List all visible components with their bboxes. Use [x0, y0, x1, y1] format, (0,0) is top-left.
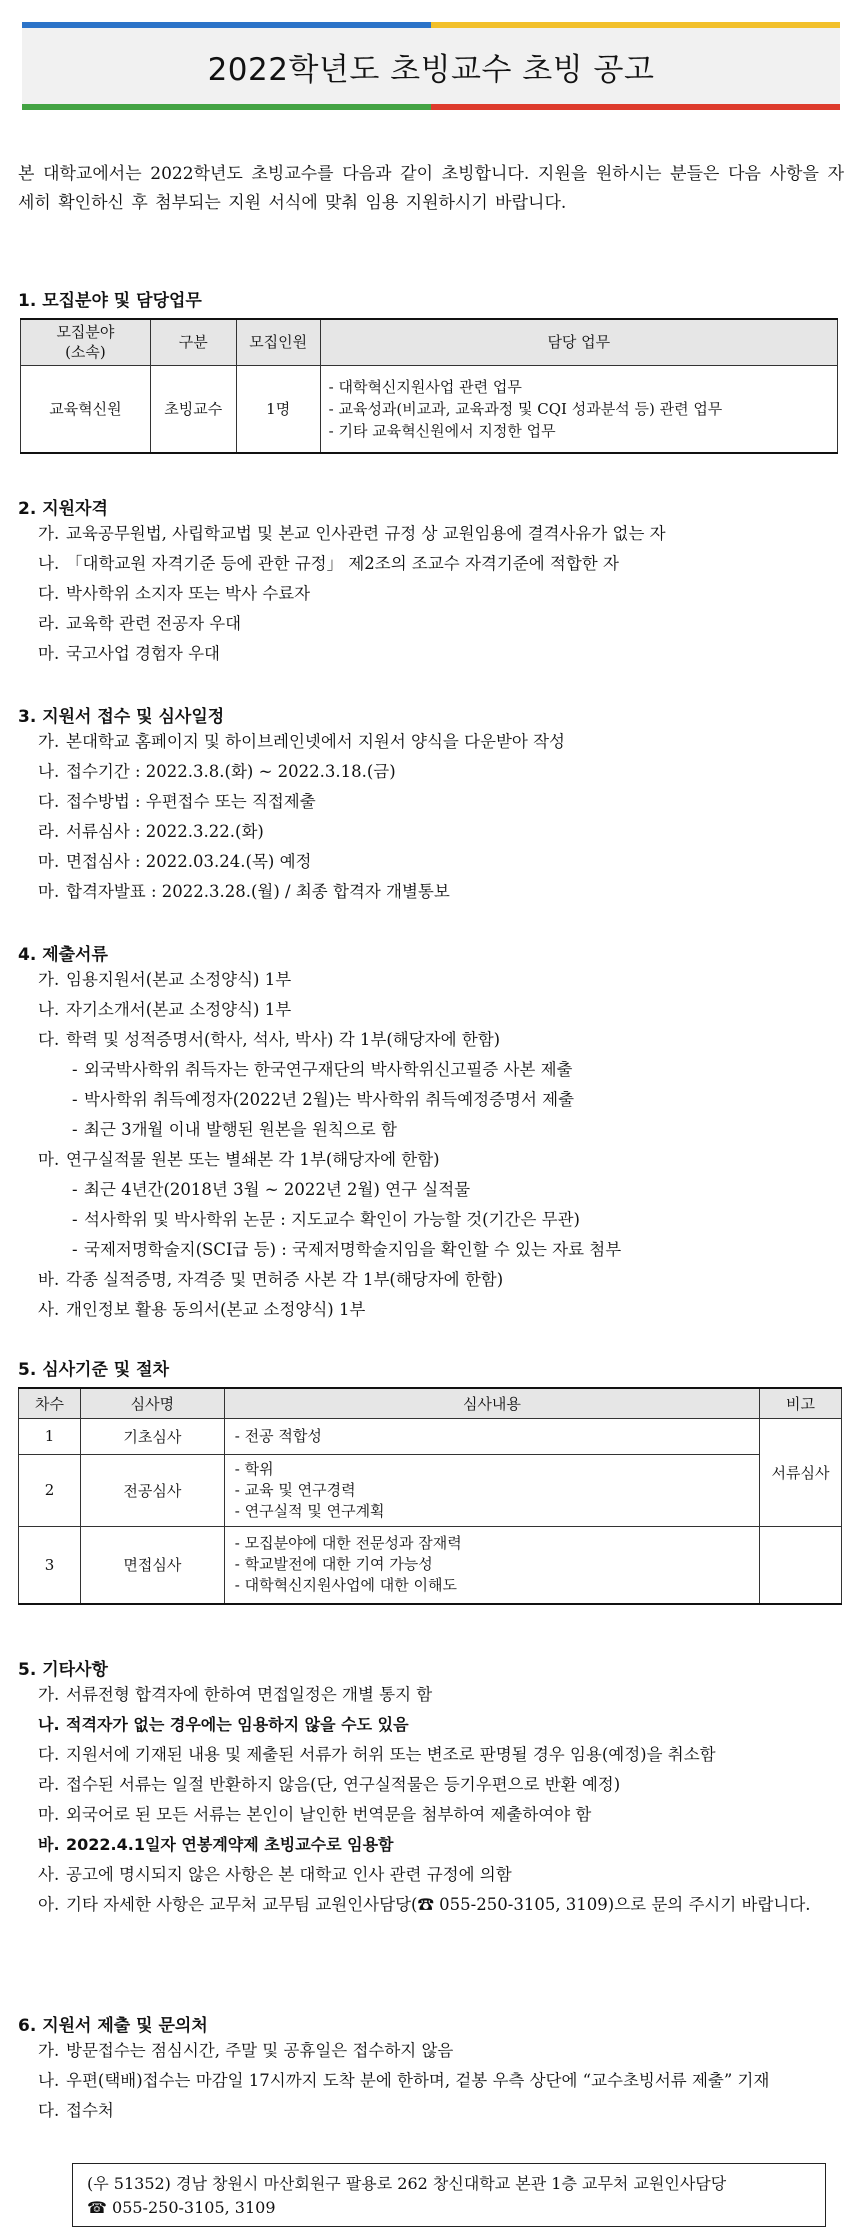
list-item	[38, 2036, 844, 2066]
item-text: 최근 4년간(2018년 3월 ~ 2022년 2월) 연구 실적물	[84, 1180, 471, 1199]
duty-line: - 기타 교육혁신원에서 지정한 업무	[328, 421, 556, 440]
cell-no: 2	[19, 1454, 81, 1526]
table-header-row	[21, 319, 838, 365]
list-item	[38, 877, 844, 907]
item-marker: 마.	[38, 644, 60, 663]
section-6-title: 6. 지원서 제출 및 문의처	[18, 2016, 208, 2036]
content-line: - 학위	[234, 1459, 274, 1478]
cell-name: 전공심사	[80, 1454, 224, 1526]
item-text: 최근 3개월 이내 발행된 원본을 원칙으로 함	[84, 1120, 397, 1139]
item-text: 합격자발표 : 2022.3.28.(월) / 최종 합격자 개별통보	[66, 882, 450, 901]
item-marker: 가.	[38, 524, 60, 543]
item-text: 「대학교원 자격기준 등에 관한 규정」 제2조의 조교수 자격기준에 적합한 자	[66, 554, 619, 573]
bar-green-segment	[22, 104, 431, 110]
list-item	[38, 1025, 844, 1055]
address-box	[72, 2163, 826, 2227]
cell-field: 교육혁신원	[21, 365, 151, 453]
duty-line: - 대학혁신지원사업 관련 업무	[328, 377, 522, 396]
bar-red-segment	[431, 104, 840, 110]
content-line: - 모집분야에 대한 전문성과 잠재력	[234, 1534, 462, 1553]
content-line: - 교육 및 연구경력	[234, 1480, 356, 1499]
list-item	[38, 549, 844, 579]
list-item	[38, 787, 844, 817]
list-subitem	[38, 1115, 844, 1145]
page-title: 2022학년도 초빙교수 초빙 공고	[207, 51, 655, 88]
item-marker: -	[72, 1210, 78, 1229]
cell-name: 기초심사	[80, 1418, 224, 1454]
item-marker: 가.	[38, 732, 60, 751]
qualification-list	[38, 519, 844, 669]
item-marker: -	[72, 1090, 78, 1109]
item-text: 석사학위 및 박사학위 논문 : 지도교수 확인이 가능할 것(기간은 무관)	[84, 1210, 580, 1229]
item-marker: 다.	[38, 792, 60, 811]
header-note: 비고	[760, 1388, 842, 1418]
recruitment-table	[20, 318, 838, 454]
list-item	[38, 1740, 844, 1770]
submission-list	[38, 2036, 844, 2126]
list-item	[38, 1145, 844, 1175]
item-text: 자기소개서(본교 소정양식) 1부	[66, 1000, 292, 1019]
item-text: 적격자가 없는 경우에는 임용하지 않을 수도 있음	[66, 1715, 409, 1734]
item-text: 박사학위 소지자 또는 박사 수료자	[66, 584, 311, 603]
item-text: 공고에 명시되지 않은 사항은 본 대학교 인사 관련 규정에 의함	[66, 1865, 512, 1884]
list-item	[38, 519, 844, 549]
content-line: - 전공 적합성	[234, 1426, 322, 1445]
item-marker: 바.	[38, 1270, 60, 1289]
item-marker: 다.	[38, 584, 60, 603]
item-marker: 바.	[38, 1835, 60, 1854]
item-text: 국제저명학술지(SCI급 등) : 국제저명학술지임을 확인할 수 있는 자료 첨부	[84, 1240, 622, 1259]
item-marker: 다.	[38, 1745, 60, 1764]
list-item	[38, 1295, 844, 1325]
list-item	[38, 995, 844, 1025]
item-marker: 아.	[38, 1895, 60, 1914]
item-text: 접수된 서류는 일절 반환하지 않음(단, 연구실적물은 등기우편으로 반환 예정)	[66, 1775, 621, 1794]
item-text: 서류전형 합격자에 한하여 면접일정은 개별 통지 함	[66, 1685, 433, 1704]
schedule-list	[38, 727, 844, 907]
list-item	[38, 965, 844, 995]
content-line: - 대학혁신지원사업에 대한 이해도	[234, 1576, 457, 1595]
cell-duty	[320, 365, 837, 453]
item-marker: -	[72, 1120, 78, 1139]
header-field: 모집분야 (소속)	[21, 319, 151, 365]
section-4-title: 4. 제출서류	[18, 945, 108, 965]
item-marker: 라.	[38, 822, 60, 841]
list-item	[38, 817, 844, 847]
item-text: 서류심사 : 2022.3.22.(화)	[66, 822, 264, 841]
list-subitem	[38, 1235, 844, 1265]
content-line: - 학교발전에 대한 기여 가능성	[234, 1555, 433, 1574]
item-marker: 다.	[38, 2101, 60, 2120]
header-duty: 담당 업무	[320, 319, 837, 365]
item-text: 지원서에 기재된 내용 및 제출된 서류가 허위 또는 변조로 판명될 경우 임용(예정)을 취소함	[66, 1745, 716, 1764]
other-list	[38, 1680, 844, 1920]
cell-content	[224, 1418, 759, 1454]
header-no: 차수	[19, 1388, 81, 1418]
item-marker: 나.	[38, 762, 60, 781]
list-item	[38, 847, 844, 877]
item-marker: 나.	[38, 1000, 60, 1019]
item-text: 연구실적물 원본 또는 별쇄본 각 1부(해당자에 한함)	[66, 1150, 440, 1169]
cell-no: 3	[19, 1526, 81, 1604]
list-item	[38, 1265, 844, 1295]
section-other-title: 5. 기타사항	[18, 1660, 108, 1680]
table-row	[21, 365, 838, 453]
section-2-title: 2. 지원자격	[18, 499, 108, 519]
item-text: 학력 및 성적증명서(학사, 석사, 박사) 각 1부(해당자에 한함)	[66, 1030, 501, 1049]
list-subitem	[38, 1055, 844, 1085]
item-text: 본대학교 홈페이지 및 하이브레인넷에서 지원서 양식을 다운받아 작성	[66, 732, 565, 751]
list-item	[38, 1680, 844, 1710]
item-marker: 가.	[38, 1685, 60, 1704]
intro-paragraph: 본 대학교에서는 2022학년도 초빙교수를 다음과 같이 초빙합니다. 지원을 원하시는 분들은 다음 사항을 자세히 확인하신 후 첨부되는 지원 서식에 맞춰 임용 지원하시기 바랍니다.	[18, 164, 844, 213]
table-row	[19, 1454, 842, 1526]
item-text: 접수처	[66, 2101, 114, 2120]
list-item	[38, 2066, 844, 2096]
header-content: 심사내용	[224, 1388, 759, 1418]
table-header-row	[19, 1388, 842, 1418]
section-1-title: 1. 모집분야 및 담당업무	[18, 291, 202, 311]
list-subitem	[38, 1085, 844, 1115]
item-marker: 가.	[38, 2041, 60, 2060]
phone-line: ☎ 055-250-3105, 3109	[87, 2198, 276, 2217]
content-line: - 연구실적 및 연구계획	[234, 1501, 385, 1520]
list-item	[38, 1770, 844, 1800]
item-marker: -	[72, 1060, 78, 1079]
item-marker: 나.	[38, 1715, 60, 1734]
list-item	[38, 727, 844, 757]
item-marker: 나.	[38, 554, 60, 573]
item-marker: 라.	[38, 614, 60, 633]
section-5-title: 5. 심사기준 및 절차	[18, 1360, 169, 1380]
item-marker: 나.	[38, 2071, 60, 2090]
item-marker: 다.	[38, 1030, 60, 1049]
title-banner	[22, 22, 840, 110]
item-text: 방문접수는 점심시간, 주말 및 공휴일은 접수하지 않음	[66, 2041, 454, 2060]
cell-count: 1명	[236, 365, 320, 453]
item-text: 면접심사 : 2022.03.24.(목) 예정	[66, 852, 312, 871]
duty-line: - 교육성과(비교과, 교육과정 및 CQI 성과분석 등) 관련 업무	[328, 399, 723, 418]
screening-table	[18, 1387, 842, 1605]
list-item	[38, 757, 844, 787]
title-box	[22, 28, 840, 104]
item-text: 각종 실적증명, 자격증 및 면허증 사본 각 1부(해당자에 한함)	[66, 1270, 504, 1289]
item-marker: -	[72, 1240, 78, 1259]
address-line: (우 51352) 경남 창원시 마산회원구 팔용로 262 창신대학교 본관 1층 교무처 교원인사담당	[87, 2174, 727, 2193]
list-item	[38, 1860, 844, 1890]
item-marker: 라.	[38, 1775, 60, 1794]
item-text: 접수방법 : 우편접수 또는 직접제출	[66, 792, 316, 811]
cell-content	[224, 1454, 759, 1526]
item-text: 개인정보 활용 동의서(본교 소정양식) 1부	[66, 1300, 366, 1319]
item-marker: 마.	[38, 882, 60, 901]
documents-list	[38, 965, 844, 1325]
header-count: 모집인원	[236, 319, 320, 365]
item-text: 외국박사학위 취득자는 한국연구재단의 박사학위신고필증 사본 제출	[84, 1060, 573, 1079]
header-name: 심사명	[80, 1388, 224, 1418]
cell-note-empty	[760, 1526, 842, 1604]
item-text: 접수기간 : 2022.3.8.(화) ~ 2022.3.18.(금)	[66, 762, 396, 781]
item-marker: 사.	[38, 1865, 60, 1884]
list-item	[38, 1710, 844, 1740]
cell-name: 면접심사	[80, 1526, 224, 1604]
list-item	[38, 2096, 844, 2126]
item-text: 교육학 관련 전공자 우대	[66, 614, 242, 633]
bottom-color-bar	[22, 104, 840, 110]
table-row	[19, 1526, 842, 1604]
item-marker: -	[72, 1180, 78, 1199]
item-marker: 가.	[38, 970, 60, 989]
table-row	[19, 1418, 842, 1454]
item-marker: 마.	[38, 1805, 60, 1824]
list-item	[38, 579, 844, 609]
item-text: 교육공무원법, 사립학교법 및 본교 인사관련 규정 상 교원임용에 결격사유가 없는 자	[66, 524, 666, 543]
item-text: 임용지원서(본교 소정양식) 1부	[66, 970, 292, 989]
header-type: 구분	[150, 319, 236, 365]
cell-note: 서류심사	[760, 1418, 842, 1526]
cell-type: 초빙교수	[150, 365, 236, 453]
item-marker: 사.	[38, 1300, 60, 1319]
list-subitem	[38, 1205, 844, 1235]
item-text: 박사학위 취득예정자(2022년 2월)는 박사학위 취득예정증명서 제출	[84, 1090, 575, 1109]
list-subitem	[38, 1175, 844, 1205]
section-3-title: 3. 지원서 접수 및 심사일정	[18, 707, 225, 727]
list-item	[38, 1800, 844, 1830]
item-text: 기타 자세한 사항은 교무처 교무팀 교원인사담당(☎ 055-250-3105, 3109)으로 문의 주시기 바랍니다.	[66, 1895, 811, 1914]
item-text: 외국어로 된 모든 서류는 본인이 날인한 번역문을 첨부하여 제출하여야 함	[66, 1805, 592, 1824]
item-text: 2022.4.1일자 연봉계약제 초빙교수로 임용함	[66, 1835, 394, 1854]
list-item	[38, 1830, 844, 1860]
list-item	[38, 1890, 844, 1920]
cell-content	[224, 1526, 759, 1604]
list-item	[38, 639, 844, 669]
item-text: 우편(택배)접수는 마감일 17시까지 도착 분에 한하며, 겉봉 우측 상단에 “교수초빙서류 제출” 기재	[66, 2071, 770, 2090]
list-item	[38, 609, 844, 639]
item-marker: 마.	[38, 852, 60, 871]
item-text: 국고사업 경험자 우대	[66, 644, 220, 663]
item-marker: 마.	[38, 1150, 60, 1169]
cell-no: 1	[19, 1418, 81, 1454]
